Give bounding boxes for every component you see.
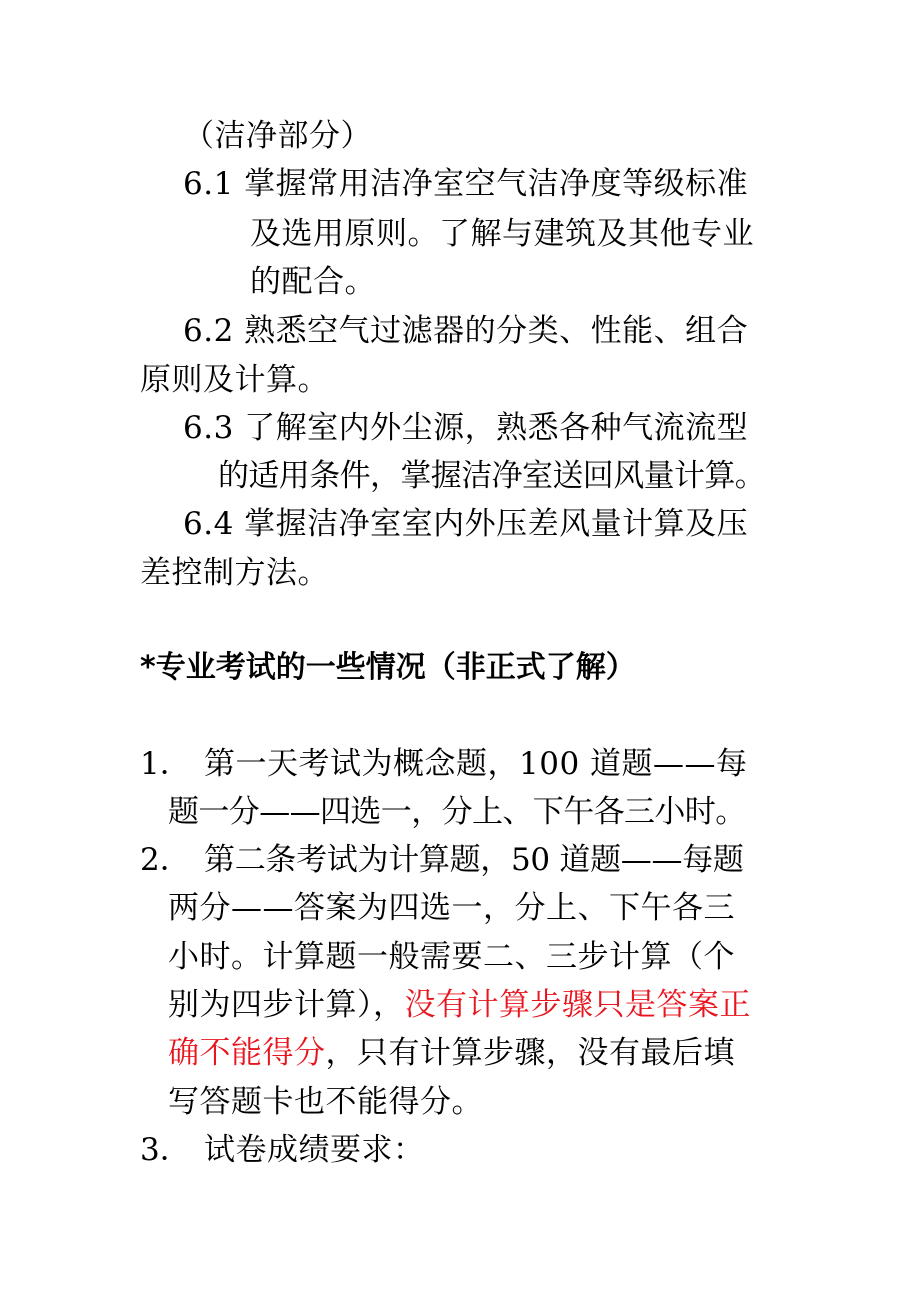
item-6-1-line-3: 的配合。 [250,264,376,300]
item-6-4-text: 掌握洁净室室内外压差风量计算及压 [244,506,749,542]
item-6-2-number: 6.2 [183,313,234,349]
exam-item-3-line-1: 试卷成绩要求： [204,1132,425,1168]
section-title: （洁净部分） [183,118,372,154]
exam-item-3-number: 3． [140,1132,191,1168]
item-6-4-line-2: 差控制方法。 [140,555,329,591]
item-6-3-line-1 [183,404,748,452]
exam-item-1-line-1: 第一天考试为概念题，100 道题——每 [204,746,748,782]
exam-item-2-line-5-text: ，只有计算步骤，没有最后填 [325,1035,735,1071]
highlight-warning-text-cont: 确不能得分 [168,1035,326,1071]
exam-item-2-number: 2． [140,842,191,878]
exam-item-2-line-1: 第二条考试为计算题，50 道题——每题 [204,842,744,878]
exam-item-2-line-4 [168,981,751,1029]
item-6-1-number: 6.1 [183,166,234,202]
exam-item-1-line-2: 题一分——四选一，分上、下午各三小时。 [168,794,746,830]
item-6-4-line-1 [183,500,748,548]
exam-item-2-line-6: 写答题卡也不能得分。 [168,1084,483,1120]
exam-item-2-line-2: 两分——答案为四选一，分上、下午各三 [168,890,735,926]
item-6-1-text: 掌握常用洁净室空气洁净度等级标准 [244,166,749,202]
item-6-3-text: 了解室内外尘源，熟悉各种气流流型 [244,410,749,446]
item-6-4-number: 6.4 [183,506,234,542]
exam-item-2-line-5 [168,1029,735,1077]
exam-item-2-line-3: 小时。计算题一般需要二、三步计算（个 [168,939,735,975]
exam-heading: *专业考试的一些情况（非正式了解） [140,650,636,685]
item-6-1-line-2: 及选用原则。了解与建筑及其他专业 [250,216,754,252]
item-6-2-line-1 [183,307,748,355]
item-6-2-line-2: 原则及计算。 [140,362,329,398]
exam-item-1-number: 1． [140,746,191,782]
item-6-1-line-1 [183,160,748,208]
highlight-warning-text: 没有计算步骤只是答案正 [404,987,751,1023]
item-6-2-text: 熟悉空气过滤器的分类、性能、组合 [244,313,749,349]
item-6-3-line-2: 的适用条件，掌握洁净室送回风量计算。 [218,458,766,494]
item-6-3-number: 6.3 [183,410,234,446]
exam-item-2-line-4-text: 别为四步计算）， [168,987,405,1023]
